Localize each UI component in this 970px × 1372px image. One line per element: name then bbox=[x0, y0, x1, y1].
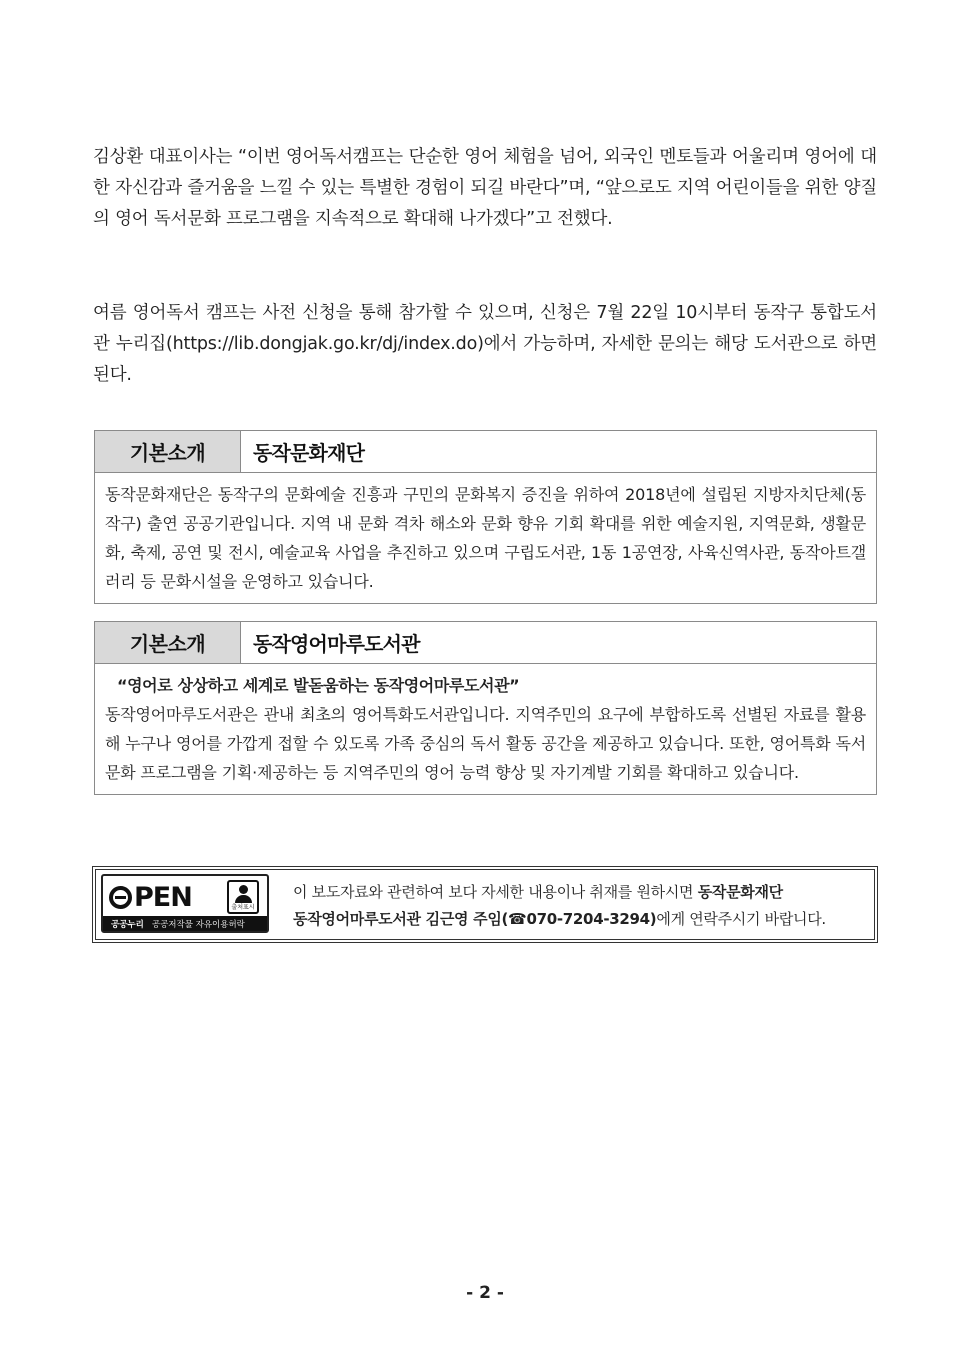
library-description: 동작영어마루도서관은 관내 최초의 영어특화도서관입니다. 지역주민의 요구에 부합하도록 선별된 자료를 활용해 누구나 영어를 가깝게 접할 수 있도록 가족 중심의 독서 활동 공간을 제공하고 있습니다. 또한, 영어특화 독서문화 프로그램을 기획·제공하는 등 지역주민의 영어 능력 향상 및 자기계발 기회를 확대하고 있습니다. bbox=[105, 705, 866, 782]
contact-person: 동작영어마루도서관 김근영 주임(☎070-7204-3294) bbox=[293, 910, 657, 928]
contact-line-1-text: 이 보도자료와 관련하여 보다 자세한 내용이나 취재를 원하시면 bbox=[293, 883, 698, 901]
contact-org-name: 동작문화재단 bbox=[697, 883, 783, 901]
intro-box-title: 동작영어마루도서관 bbox=[253, 632, 420, 656]
intro-box-title: 동작문화재단 bbox=[253, 441, 365, 465]
intro-box-header bbox=[95, 622, 876, 664]
page-number: - 2 - bbox=[466, 1283, 504, 1303]
contact-text bbox=[293, 879, 865, 933]
intro-box-foundation bbox=[94, 430, 877, 604]
intro-box-body: 동작문화재단은 동작구의 문화예술 진흥과 구민의 문화복지 증진을 위하여 2018년에 설립된 지방자치단체(동작구) 출연 공공기관입니다. 지역 내 문화 격차 해소와 문화 향유 기회 확대를 위한 예술지원, 지역문화, 생활문화, 축제, 공연 및 전시, 예술교육 사업을 추진하고 있으며 구립도서관, 1동 1공연장, 사육신역사관, 동작아트갤러리 등 문화시설을 운영하고 있습니다. bbox=[105, 485, 866, 591]
intro-box-header bbox=[95, 431, 876, 473]
attribution-label: 출처표시 bbox=[231, 904, 255, 911]
intro-box-body bbox=[95, 664, 876, 794]
open-circle-icon bbox=[109, 886, 132, 909]
intro-box-library bbox=[94, 621, 877, 795]
paragraph-registration: 여름 영어독서 캠프는 사전 신청을 통해 참가할 수 있으며, 신청은 7월 22일 10시부터 동작구 통합도서관 누리집(https://lib.dongjak.go.kr/dj/index.do)에서 가능하며, 자세한 문의는 해당 도서관으로 하면 된다. bbox=[93, 303, 877, 385]
intro-box-tag: 기본소개 bbox=[95, 622, 241, 663]
library-slogan: “영어로 상상하고 세계로 발돋움하는 동작영어마루도서관” bbox=[117, 676, 520, 695]
kogl-open-logo bbox=[101, 874, 269, 933]
open-logo-footer bbox=[103, 916, 267, 931]
paragraph-ceo-quote: 김상환 대표이사는 “이번 영어독서캠프는 단순한 영어 체험을 넘어, 외국인 멘토들과 어울리며 영어에 대한 자신감과 즐거움을 느낄 수 있는 특별한 경험이 되길 바란다”며, “앞으로도 지역 어린이들을 위한 양질의 영어 독서문화 프로그램을 지속적으로 확대해 나가겠다”고 전했다. bbox=[93, 147, 877, 229]
open-footer-right: 공공저작물 자유이용허락 bbox=[151, 919, 245, 930]
contact-line-1 bbox=[293, 879, 865, 906]
open-footer-left: 공공누리 bbox=[111, 919, 144, 930]
contact-line-2-text: 에게 연락주시기 바랍니다. bbox=[656, 910, 826, 928]
contact-line-2 bbox=[293, 906, 865, 933]
open-wordmark bbox=[109, 879, 219, 915]
attribution-person-icon bbox=[227, 880, 259, 914]
intro-box-tag: 기본소개 bbox=[95, 431, 241, 472]
contact-box bbox=[92, 866, 878, 943]
open-wordmark-text: PEN bbox=[134, 881, 192, 913]
